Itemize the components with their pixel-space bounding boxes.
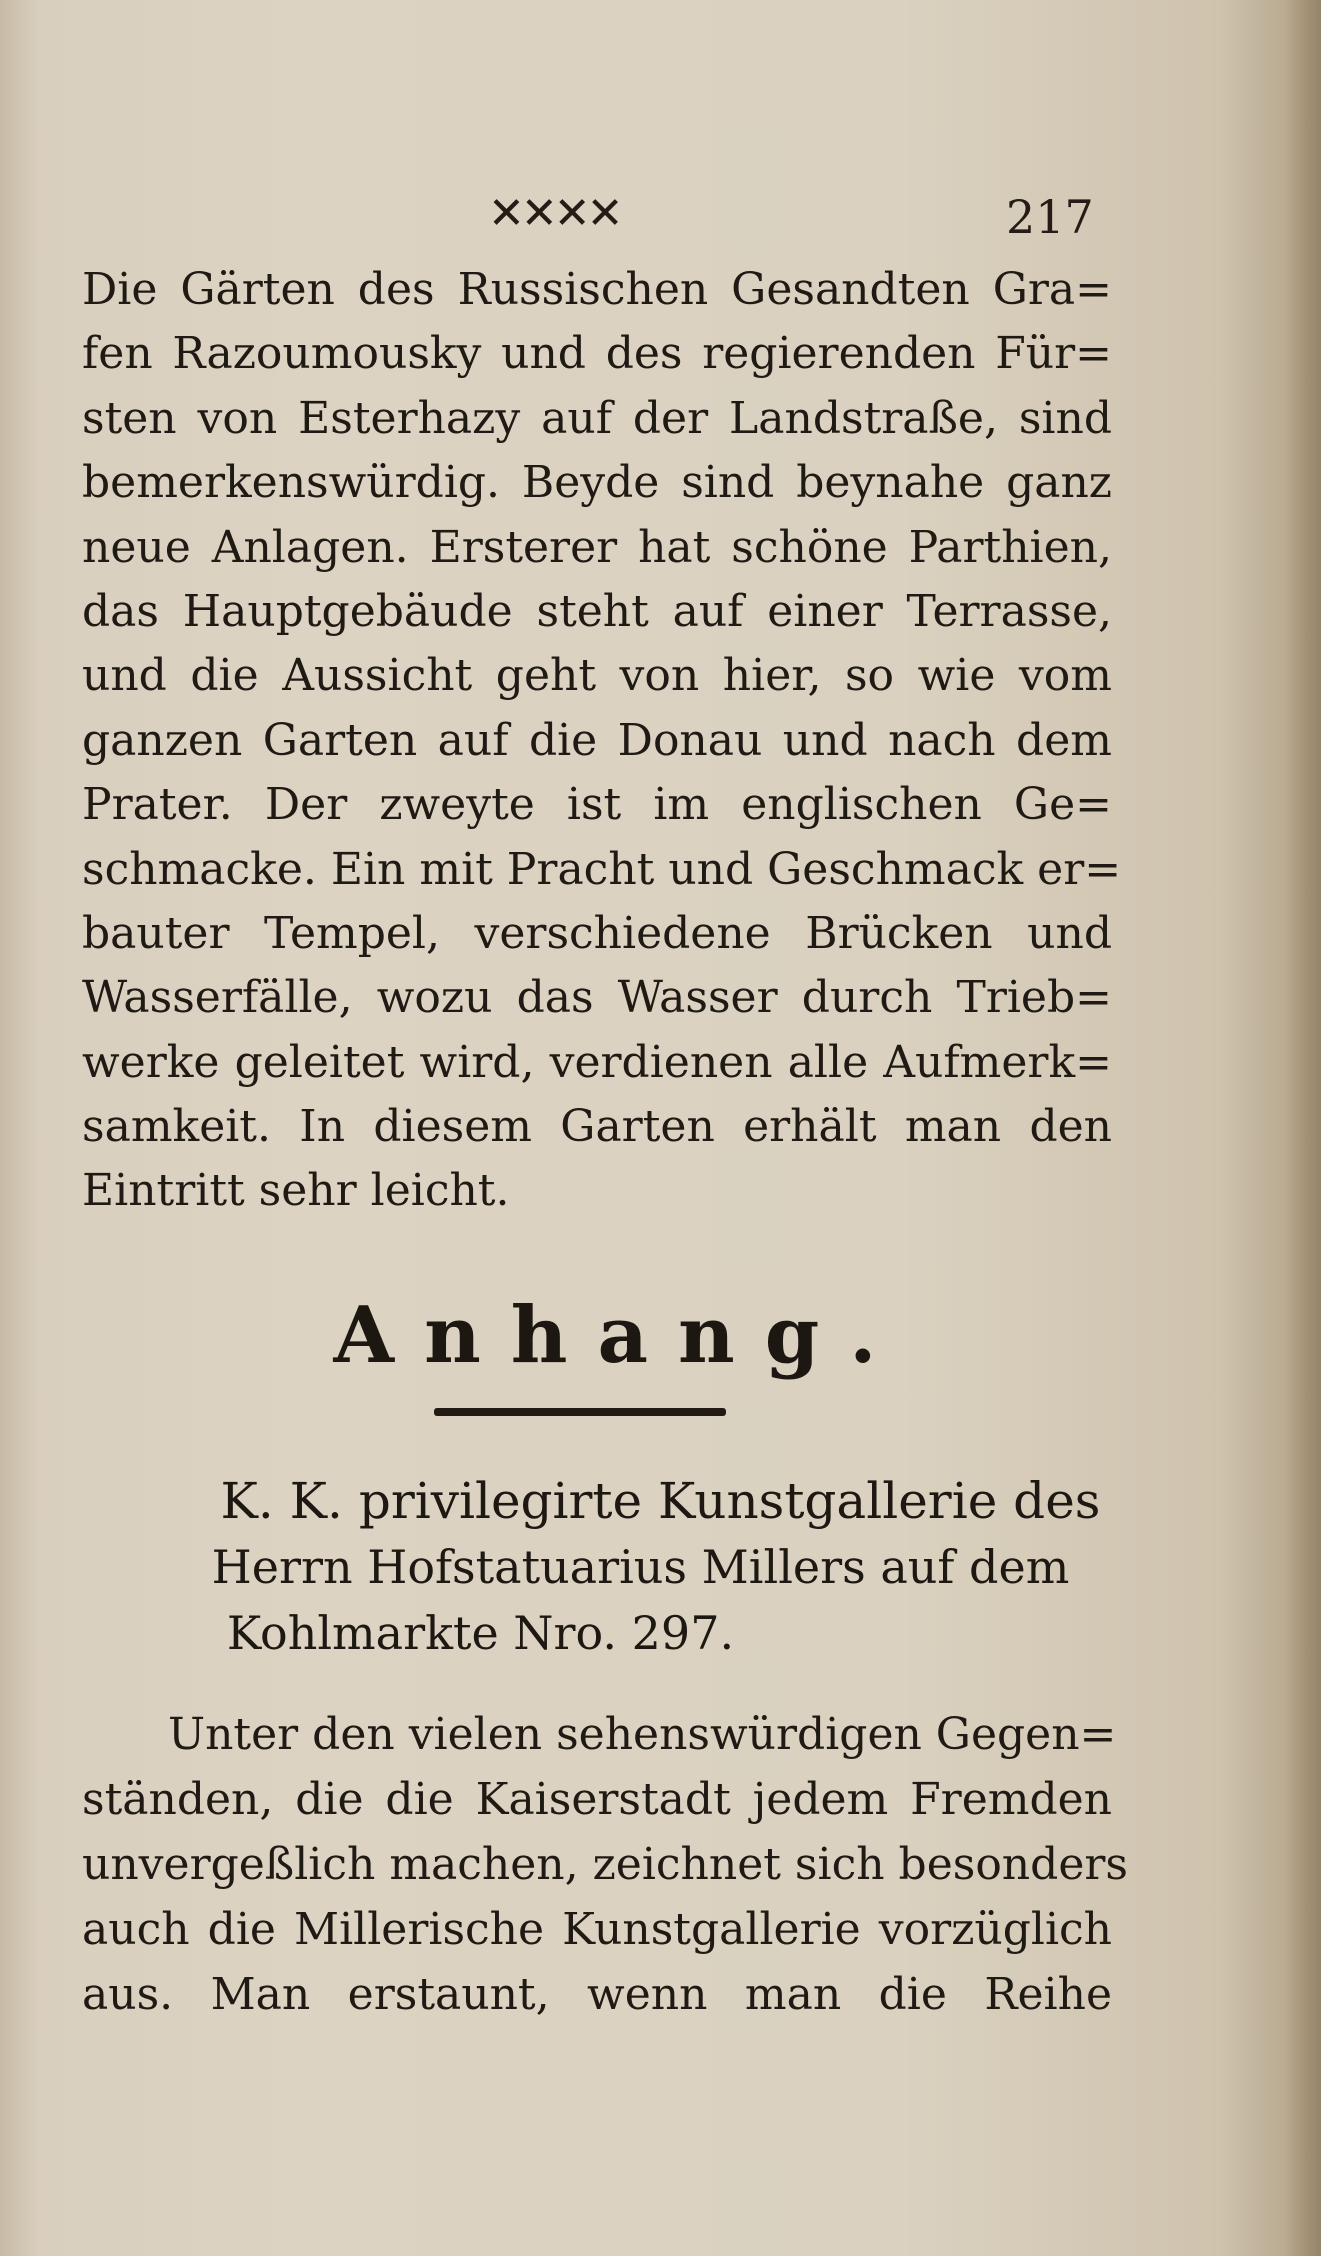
- text-line: und die Aussicht geht von hier, so wie vom: [82, 650, 1112, 702]
- text-line: werke geleitet wird, verdienen alle Aufmerk=: [82, 1036, 1112, 1088]
- paragraph-gallery: [82, 1702, 1128, 2027]
- text-line: fen Razoumousky und des regierenden Für=: [82, 328, 1112, 380]
- appendix-title: Anhang.: [333, 1290, 907, 1381]
- text-line: Unter den vielen sehenswürdigen Gegen=: [168, 1709, 1117, 1760]
- paragraph-gardens: [82, 258, 1122, 1224]
- text-line: unvergeßlich machen, zeichnet sich besonders: [82, 1839, 1128, 1890]
- heading-line-2: Herrn Hofstatuarius Millers auf dem: [211, 1540, 1070, 1594]
- text-line: schmacke. Ein mit Pracht und Geschmack er=: [82, 843, 1122, 895]
- heading-line-1: K. K. privilegirte Kunstgallerie des: [220, 1472, 1101, 1530]
- text-line: ganzen Garten auf die Donau und nach dem: [82, 714, 1112, 766]
- text-line: sten von Esterhazy auf der Landstraße, sind: [82, 392, 1112, 444]
- text-line: samkeit. In diesem Garten erhält man den: [82, 1101, 1112, 1153]
- header-ornament: ✕✕✕✕: [488, 188, 620, 239]
- text-line: das Hauptgebäude steht auf einer Terrasse,: [82, 585, 1112, 637]
- text-line: bemerkenswürdig. Beyde sind beynahe ganz: [82, 457, 1112, 509]
- text-line: Eintritt sehr leicht.: [82, 1165, 510, 1217]
- text-line: auch die Millerische Kunstgallerie vorzüglich: [82, 1904, 1112, 1955]
- heading-line-3: Kohlmarkte Nro. 297.: [226, 1606, 735, 1660]
- text-line: bauter Tempel, verschiedene Brücken und: [82, 907, 1112, 959]
- horizontal-rule: [434, 1408, 726, 1416]
- section-heading: [0, 1468, 1321, 1666]
- text-line: neue Anlagen. Ersterer hat schöne Parthien,: [82, 521, 1112, 573]
- text-line: Die Gärten des Russischen Gesandten Gra=: [82, 264, 1112, 315]
- text-line: Prater. Der zweyte ist im englischen Ge=: [82, 779, 1112, 831]
- page-number: 217: [1006, 190, 1094, 244]
- text-line: aus. Man erstaunt, wenn man die Reihe: [82, 1969, 1112, 2020]
- text-line: Wasserfälle, wozu das Wasser durch Trieb=: [82, 972, 1112, 1024]
- page-header: [0, 188, 1321, 258]
- text-line: ständen, die die Kaiserstadt jedem Fremden: [82, 1774, 1112, 1825]
- page-edge-shadow: [1285, 0, 1321, 2256]
